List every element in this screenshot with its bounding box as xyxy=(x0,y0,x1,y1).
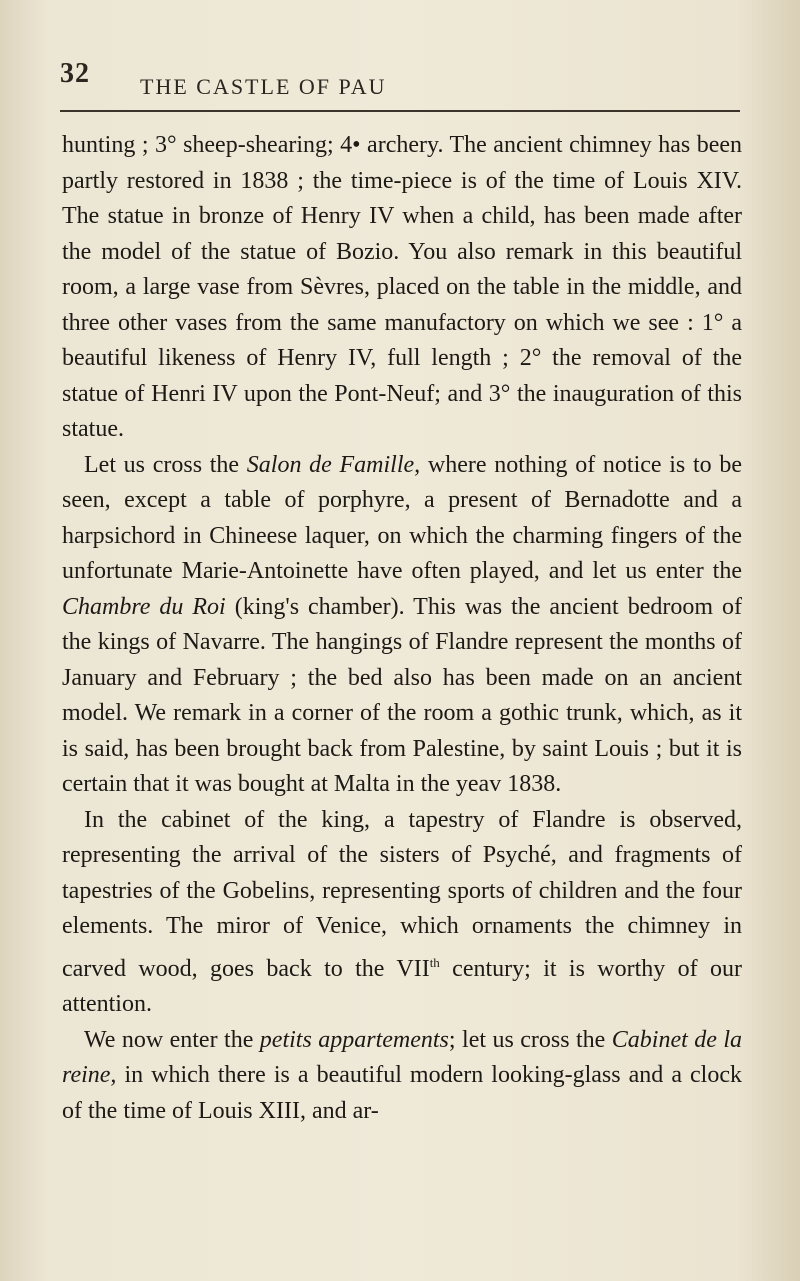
paragraph-3-text-b: century; it is worthy of our attention. xyxy=(62,955,743,1017)
paragraph-4-text-c: in which there is a beautiful modern looking-glass and a clock of the time of Louis XIII, and ar- xyxy=(62,1062,742,1124)
chambre-du-roi-italic: Chambre du Roi xyxy=(62,593,226,620)
salon-de-famille-italic: Salon de Famille, xyxy=(246,451,421,478)
page-number: 32 xyxy=(60,58,90,89)
paragraph-4 xyxy=(62,1023,742,1130)
cabinet-de-la-reine-italic: Cabinet de la reine, xyxy=(62,1026,743,1088)
petits-appartements-italic: petits appartements xyxy=(259,1026,449,1053)
paragraph-3 xyxy=(62,803,742,1023)
running-title: THE CASTLE OF PAU xyxy=(140,74,387,99)
body-text xyxy=(62,128,742,1129)
header-rule xyxy=(60,110,740,112)
superscript-th: th xyxy=(429,954,440,970)
paragraph-4-text-b: ; let us cross the xyxy=(448,1026,612,1053)
paragraph-3-text-a: In the cabinet of the king, a tapestry of Flandre is observed, representing the arrival of the sisters of Psyché, and fragments of tapestries of the Gobelins, representing sports of children and the four elements. The miror of Venice, which ornaments the chimney in carved wood, goes back to the VII xyxy=(62,806,742,982)
paragraph-1-text: hunting ; 3° sheep-shearing; 4• archery. The ancient chimney has been partly restored in 1838 ; the time-piece is of the time of Louis XIV. The statue in bronze of Henry IV when a child, has been made after the model of the statue of Bozio. You also remark in this beautiful room, a large vase from Sèvres, placed on the table in the middle, and three other vases from the same manufactory on which we see : 1° a beautiful likeness of Henry IV, full length ; 2° the removal of the statue of Henri IV upon the Pont-Neuf; and 3° the inauguration of this statue. xyxy=(62,132,742,442)
paragraph-2-text-b: where nothing of notice is to be seen, except a table of porphyre, a present of Bernadotte and a harpsichord in Chineese laquer, on which the charming fingers of the unfortunate Marie-Antoinette have often played, and let us enter the xyxy=(62,451,742,584)
page-header xyxy=(60,58,740,98)
paragraph-4-text-a: We now enter the xyxy=(84,1026,260,1053)
paragraph-2-text-c: (king's chamber). This was the ancient bedroom of the kings of Navarre. The hangings of Flandre represent the months of January and February ; the bed also has been made on an ancient model. We remark in a corner of the room a gothic trunk, which, as it is said, has been brought back from Palestine, by saint Louis ; but it is certain that it was bought at Malta in the yeav 1838. xyxy=(62,593,742,797)
paragraph-2-text-a: Let us cross the xyxy=(84,451,247,478)
paragraph-2 xyxy=(62,448,742,803)
paragraph-1 xyxy=(62,128,742,448)
